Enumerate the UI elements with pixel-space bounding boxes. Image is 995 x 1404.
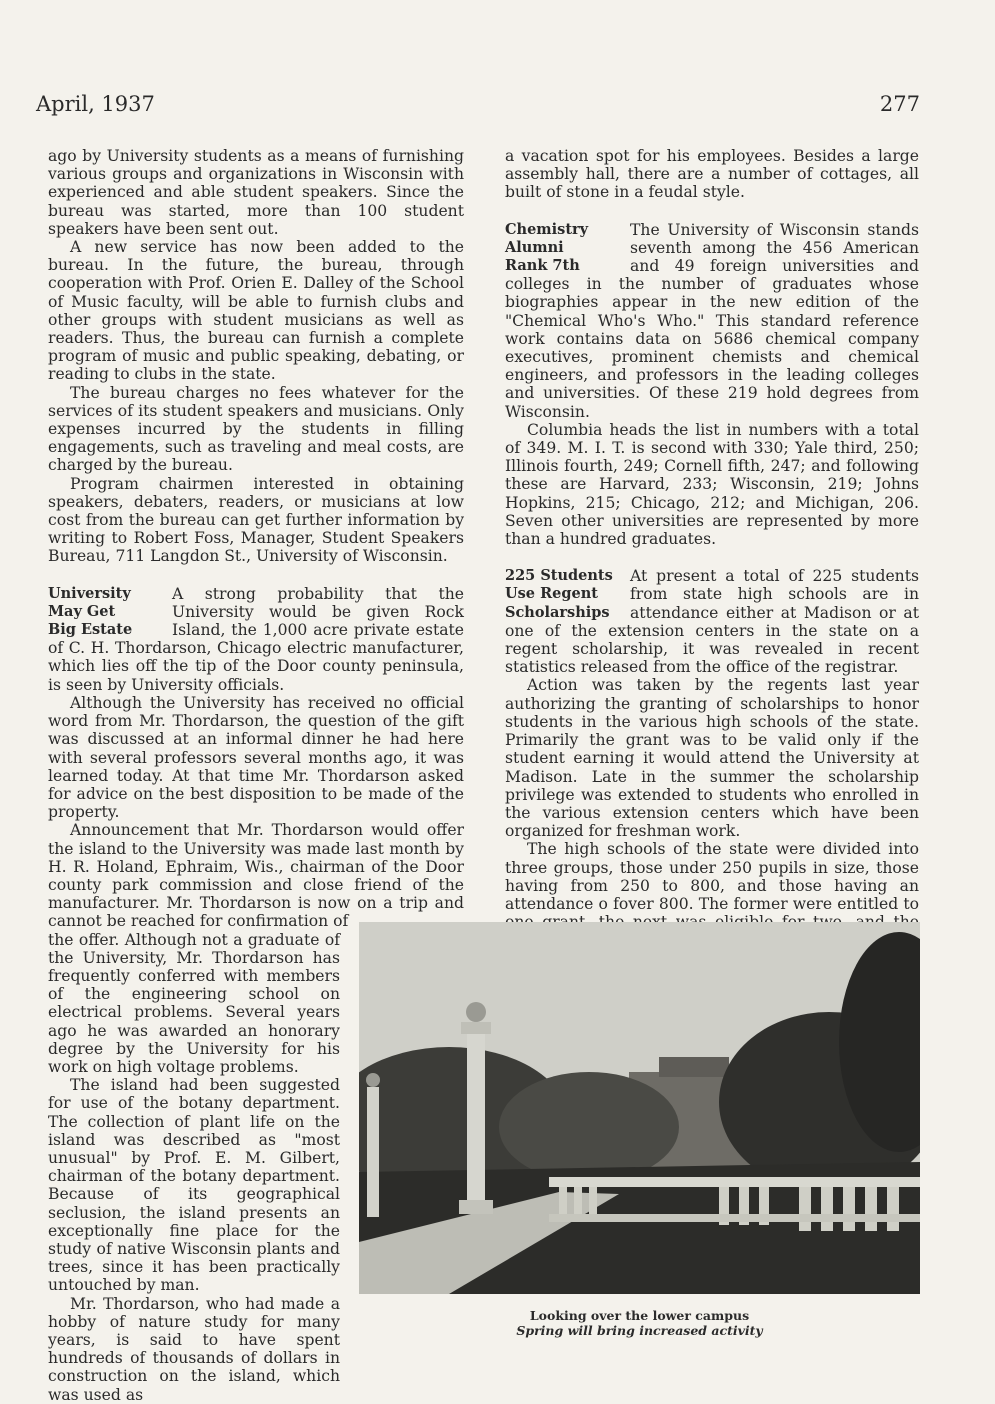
narrow-column-block	[48, 931, 340, 1404]
paragraph: The high schools of the state were divided into three groups, those under 250 pupils in size, those having from 250 to 800, and those having an attendance o fover 800. The former were entitled to	[505, 840, 919, 913]
paragraph: a vacation spot for his employees. Besides a large assembly hall, there are a number of cottages, all built of stone in a feudal style.	[505, 147, 919, 202]
page-number: 277	[879, 92, 920, 116]
section-estate	[48, 585, 464, 694]
paragraph: Program chairmen interested in obtaining speakers, debaters, readers, or musicians at low cost from the bureau can get further information by writing to Robert Foss, Manager, Student Speakers Bureau, 711 Langdon St., University of Wisconsin.	[48, 474, 464, 566]
paragraph: Although the University has received no official word from Mr. Thordarson, the question of the gift was discussed at an informal dinner he had here with several professors several months ago, it was learned today. At that time Mr. Thordarson asked for advice on the best disposition to be made of the property.	[48, 693, 464, 822]
issue-date: April, 1937	[36, 92, 155, 116]
paragraph: The bureau charges no fees whatever for the services of its student speakers and musicians. Only expenses incurred by the students in filling engagements, such as traveling and meal costs, are charged by the bureau.	[48, 383, 464, 475]
section-chemistry	[505, 221, 919, 421]
caption-line-1: Looking over the lower campus	[529, 1308, 750, 1323]
paragraph: the offer. Although not a graduate of the University, Mr. Thordarson has frequently conferred with members of the engineering school on electrical problems. Several years ago he was awarded an honorary degree by the University for his work on high voltage problems.	[48, 930, 340, 1076]
page-header	[36, 92, 920, 118]
paragraph: Announcement that Mr. Thordarson would offer the island to the University was made last month by H. R. Holand, Ephraim, Wis., chairman of the Door county park commission and close friend of the manufacturer. Mr. Thordarson is now on a trip and cannot be reached for confirmation of	[48, 821, 464, 931]
paragraph: A new service has now been added to the bureau. In the future, the bureau, through cooperation with Prof. Orien E. Dalley of the School of Music faculty, will be able to furnish clubs and other groups with student musicians as well as readers. Thus, the bureau can furnish a complete program of music and public speaking, debating, or reading to clubs in the state.	[48, 238, 464, 384]
paragraph: Columbia heads the list in numbers with a total of 349. M. I. T. is second with 330; Yale third, 250; Illinois fourth, 249; Cornell fifth, 247; and following these are Harvard, 233; Wisconsin, 219; Johns Hopkins, 215; Chicago, 212; and Michigan, 206. Seven other universities are represented by more than a hundred graduates.	[505, 420, 919, 549]
paragraph: ago by University students as a means of furnishing various groups and organizations in Wisconsin with experienced and able student speakers. Since the bureau was started, more than 100 student speakers have been sent out.	[48, 147, 464, 238]
campus-photo-illustration	[359, 922, 920, 1294]
paragraph: A strong probability that the University would be given Rock Island, the 1,000 acre private estate of C. H. Thordarson, Chicago electric manufacturer, which lies off the tip of the Door county peninsula, is seen by University officials.	[48, 584, 464, 694]
side-heading: 225 Students Use Regent Scholarships	[505, 567, 613, 621]
campus-photo	[359, 922, 920, 1294]
photo-caption	[359, 1308, 920, 1338]
section-scholarships	[505, 567, 919, 676]
paragraph: Mr. Thordarson, who had made a hobby of nature study for many years, is said to have spent hundreds of thousands of dollars in construction on the island, which was used as	[48, 1294, 340, 1404]
paragraph: The island had been suggested for use of the botany department. The collection of plant life on the island was described as "most unusual" by Prof. E. M. Gilbert, chairman of the botany department. Because of its geographical seclusion, the island presents an exceptionally fine place for the study of native Wisconsin plants and trees, since it has been practically untouched by man.	[48, 1076, 340, 1295]
right-column	[505, 147, 919, 950]
side-heading: Chemistry Alumni Rank 7th	[505, 220, 589, 275]
caption-line-2: Spring will bring increased activity	[516, 1323, 763, 1338]
paragraph: At present a total of 225 students from state high schools are in attendance either at Madison or at one of the extension centers in the state on a regent scholarship, it was revealed in recent statistics released from the office of the registrar.	[505, 567, 919, 677]
paragraph: Action was taken by the regents last year authorizing the granting of scholarships to honor students in the various high schools of the state. Primarily the grant was to be valid only if the student earning it would attend the University at Madison. Late in the summer the scholarship privilege was extended to students who enrolled in the various extension centers which have been organized for freshman work.	[505, 676, 919, 841]
paragraph: The University of Wisconsin stands seventh among the 456 American and 49 foreign universities and colleges in the number of graduates whose biographies appear in the new edition of the "Chemical Who's Who." This standard reference work contains data on 5686 chemical company executives, prominent chemists and chemical engineers, and professors in the leading colleges and universities. Of these 219 hold degrees from Wisconsin.	[505, 220, 919, 421]
side-heading: University May Get Big Estate	[48, 584, 133, 639]
